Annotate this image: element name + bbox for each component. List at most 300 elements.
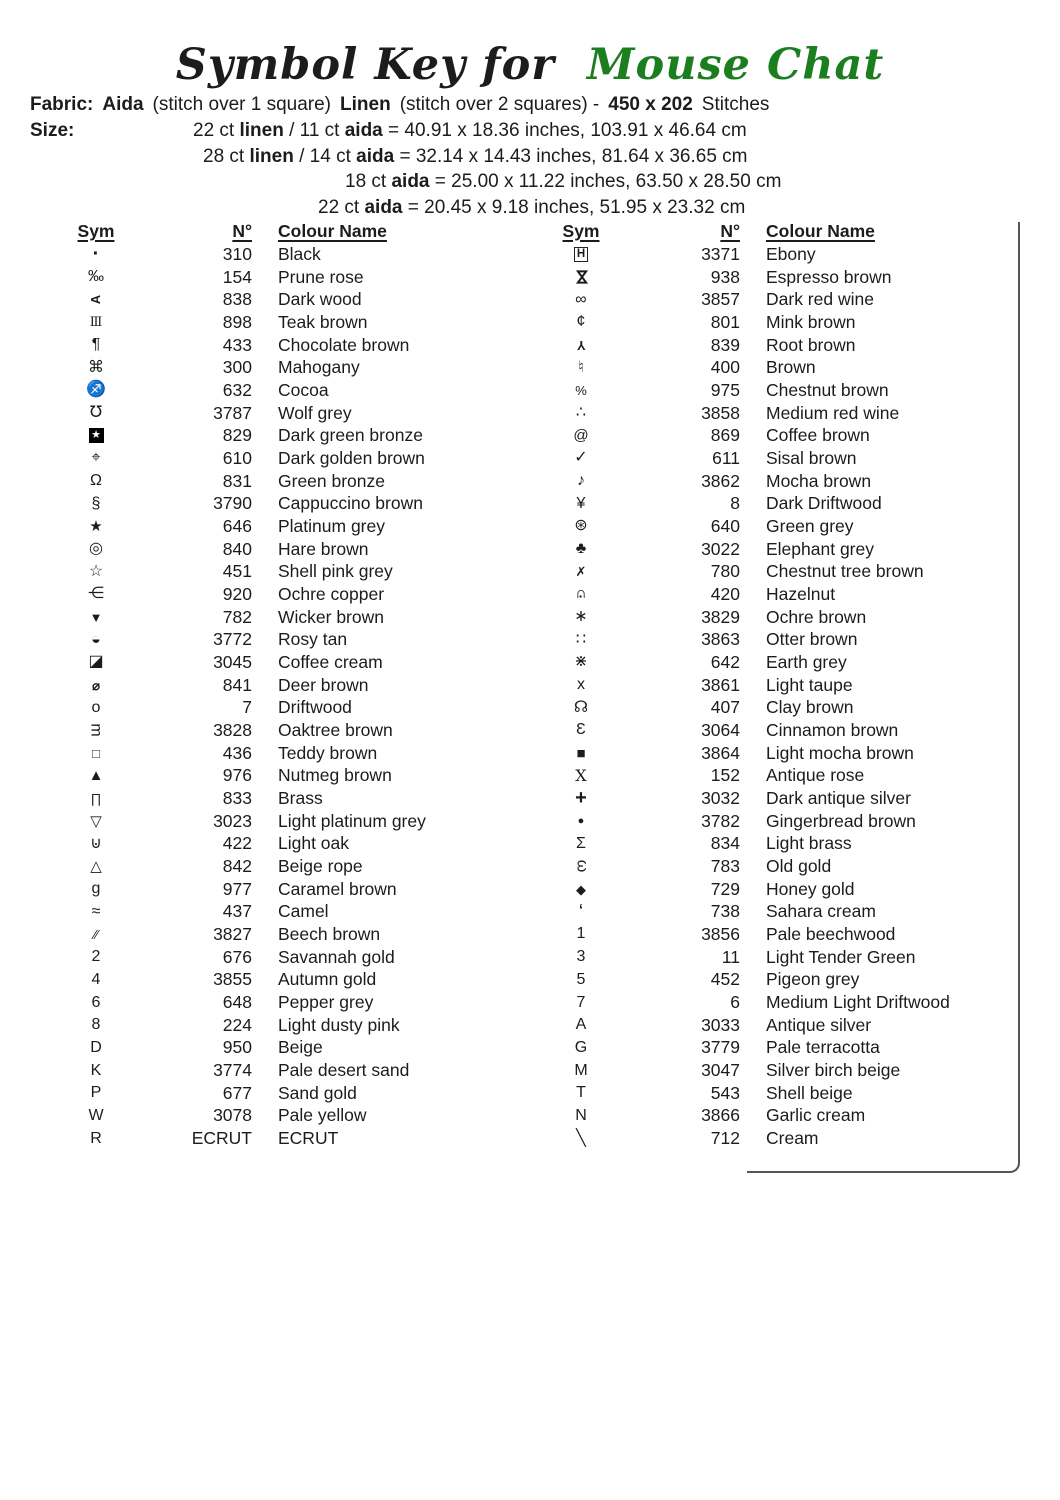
text-segment: 22 ct xyxy=(193,120,240,141)
key-row xyxy=(60,969,512,992)
key-row xyxy=(60,991,512,1014)
colour-name: Prune rose xyxy=(278,266,364,287)
text-segment: / 11 ct xyxy=(283,120,345,141)
colour-name: Nutmeg brown xyxy=(278,765,392,786)
thread-number: 422 xyxy=(222,833,252,854)
symbol-cell xyxy=(545,836,617,852)
colour-name: Shell beige xyxy=(766,1082,853,1103)
symbol-cell xyxy=(60,316,132,329)
stitch-symbol: ◎ xyxy=(89,540,103,558)
colour-name: Chestnut brown xyxy=(766,379,889,400)
key-row xyxy=(60,900,512,923)
key-row xyxy=(60,787,512,810)
colour-name: Pale desert sand xyxy=(278,1060,410,1081)
colour-name: Black xyxy=(278,243,321,264)
colour-name: Ochre copper xyxy=(278,583,385,604)
thread-number: 3774 xyxy=(213,1060,252,1081)
symbol-cell xyxy=(60,405,132,421)
text-segment: = 20.45 x 9.18 inches, 51.95 x 23.32 cm xyxy=(402,197,746,218)
colour-name: Sand gold xyxy=(278,1082,357,1103)
symbol-cell xyxy=(545,565,617,578)
stitch-symbol: M xyxy=(574,1061,588,1079)
stitch-symbol: ♪ xyxy=(577,472,585,490)
thread-number: 3858 xyxy=(701,402,740,423)
symbol-cell xyxy=(60,269,132,285)
colour-name: Sahara cream xyxy=(766,901,876,922)
colour-name: Coffee cream xyxy=(278,651,383,672)
key-frame-border xyxy=(747,222,1020,1173)
symbol-cell xyxy=(60,1131,132,1147)
symbol-cell xyxy=(60,679,132,692)
colour-name: Light platinum grey xyxy=(278,810,426,831)
stitch-symbol: A xyxy=(88,294,104,305)
stitch-symbol: ∏ xyxy=(90,790,102,806)
colour-name: Pigeon grey xyxy=(766,969,860,990)
stitch-symbol: @ xyxy=(573,427,589,445)
stitch-symbol: x xyxy=(577,676,585,694)
thread-number: 3855 xyxy=(213,969,252,990)
symbol-cell xyxy=(545,883,617,896)
colour-name: Silver birch beige xyxy=(766,1060,901,1081)
symbol-cell xyxy=(60,792,132,805)
stitch-symbol: ∕∕ xyxy=(93,926,99,942)
key-row xyxy=(60,946,512,969)
colour-name: Cappuccino brown xyxy=(278,493,423,514)
stitch-symbol: ‘ xyxy=(578,900,584,923)
colour-name: Driftwood xyxy=(278,697,352,718)
colour-name: Deer brown xyxy=(278,674,369,695)
symbol-cell xyxy=(545,902,617,922)
thread-number: 920 xyxy=(222,583,252,604)
thread-number: 3829 xyxy=(701,606,740,627)
key-row xyxy=(60,696,512,719)
header-sym: Sym xyxy=(562,221,600,241)
stitch-symbol: Ω xyxy=(90,472,102,490)
thread-number: 869 xyxy=(710,425,740,446)
stitch-symbol: ★ xyxy=(89,517,103,535)
stitch-symbol: ▽ xyxy=(90,812,102,830)
symbol-cell xyxy=(545,314,617,330)
thread-number: 3862 xyxy=(701,470,740,491)
thread-number: 829 xyxy=(222,425,252,446)
stitch-symbol: + xyxy=(575,787,587,810)
thread-number: 648 xyxy=(222,992,252,1012)
colour-name: Green grey xyxy=(766,515,854,536)
thread-number: 3033 xyxy=(701,1014,740,1035)
symbol-cell xyxy=(545,450,617,466)
symbol-cell xyxy=(60,1040,132,1056)
stitch-symbol: A xyxy=(575,1016,587,1034)
symbol-cell xyxy=(60,1017,132,1033)
symbol-cell xyxy=(545,858,617,874)
colour-name: Honey gold xyxy=(766,878,855,899)
thread-number: 783 xyxy=(710,855,740,876)
stitch-symbol: 6 xyxy=(91,993,101,1011)
key-row xyxy=(60,878,512,901)
colour-name: Earth grey xyxy=(766,651,847,672)
symbol-cell xyxy=(545,632,617,648)
colour-name: Light Tender Green xyxy=(766,946,916,967)
thread-number: 3864 xyxy=(701,742,740,763)
colour-name: Chocolate brown xyxy=(278,334,410,355)
thread-number: 642 xyxy=(710,651,740,672)
stitch-symbol: ℧ xyxy=(89,404,103,422)
key-row xyxy=(60,538,512,561)
thread-number: 975 xyxy=(710,379,740,400)
key-row xyxy=(60,742,512,765)
symbol-cell xyxy=(60,428,132,443)
colour-name: Dark green bronze xyxy=(278,425,423,446)
thread-number: 3022 xyxy=(701,538,740,559)
colour-name: ECRUT xyxy=(278,1128,339,1149)
stitch-symbol: ⌀ xyxy=(92,677,100,693)
stitch-symbol: ¥ xyxy=(576,494,586,512)
colour-name: Clay brown xyxy=(766,697,854,718)
thread-number: 437 xyxy=(222,901,252,922)
key-row xyxy=(60,447,512,470)
thread-number: 833 xyxy=(222,787,252,808)
key-row xyxy=(60,719,512,742)
symbol-cell xyxy=(545,384,617,397)
colour-name: Chestnut tree brown xyxy=(766,561,924,582)
thread-number: 831 xyxy=(222,470,252,491)
title-prefix: Symbol Key for xyxy=(175,40,555,90)
thread-number: 977 xyxy=(222,878,252,899)
size-line-4 xyxy=(318,197,745,219)
symbol-cell xyxy=(60,586,132,602)
stitch-symbol: ¶ xyxy=(91,336,101,354)
colour-name: Teak brown xyxy=(278,311,368,332)
key-row xyxy=(60,288,512,311)
stitch-symbol: ■ xyxy=(576,744,586,762)
key-row xyxy=(60,923,512,946)
stitch-symbol: ♣ xyxy=(575,540,587,558)
thread-number: 152 xyxy=(710,765,740,786)
colour-name: Dark Driftwood xyxy=(766,493,882,514)
key-row xyxy=(60,1059,512,1082)
thread-number: 3856 xyxy=(701,923,740,944)
text-segment: 22 ct xyxy=(318,197,365,218)
symbol-cell xyxy=(545,995,617,1011)
stitch-symbol: ☊ xyxy=(573,698,589,716)
thread-number: 3861 xyxy=(701,674,740,695)
colour-name: Brown xyxy=(766,357,816,378)
symbol-cell xyxy=(545,1017,617,1033)
thread-number: 676 xyxy=(222,946,252,967)
stitch-symbol: § xyxy=(91,494,101,512)
colour-name: Ebony xyxy=(766,243,816,264)
key-row xyxy=(60,583,512,606)
size-line-2 xyxy=(203,146,748,168)
symbol-cell xyxy=(545,677,617,693)
stitch-symbol: D xyxy=(90,1038,102,1056)
symbol-cell xyxy=(545,541,617,557)
stitch-symbol: ≈ xyxy=(91,902,101,920)
stitch-symbol: ∞ xyxy=(575,290,587,308)
colour-name: Light taupe xyxy=(766,674,853,695)
symbol-cell xyxy=(545,473,617,489)
stitch-symbol: N xyxy=(575,1106,587,1124)
pattern-name: Mouse Chat xyxy=(586,40,885,90)
colour-name: Light brass xyxy=(766,833,852,854)
key-row xyxy=(60,810,512,833)
thread-number: 3078 xyxy=(213,1105,252,1126)
text-segment: aida xyxy=(391,171,430,192)
colour-name: Brass xyxy=(278,787,323,808)
colour-name: Dark red wine xyxy=(766,289,874,310)
thread-number: 839 xyxy=(710,334,740,355)
thread-number: 3045 xyxy=(213,651,252,672)
header-number: N° xyxy=(720,221,740,241)
symbol-cell xyxy=(60,611,132,624)
text-segment: aida xyxy=(356,146,395,167)
colour-name: Light dusty pink xyxy=(278,1014,400,1035)
symbol-cell xyxy=(545,1040,617,1056)
thread-number: 610 xyxy=(222,447,252,468)
symbol-cell xyxy=(545,746,617,761)
symbol-cell xyxy=(545,816,617,827)
text-segment: / 14 ct xyxy=(293,146,357,167)
key-row xyxy=(60,560,512,583)
size-label: Size: xyxy=(30,120,75,141)
text-segment: = 25.00 x 11.22 inches, 63.50 x 28.50 cm xyxy=(429,171,782,192)
stitch-symbol: 2 xyxy=(91,948,101,966)
text-segment: 450 x 202 xyxy=(608,94,693,115)
symbol-cell xyxy=(545,428,617,443)
symbol-cell xyxy=(60,360,132,376)
thread-number: 3047 xyxy=(701,1060,740,1081)
symbol-cell xyxy=(60,541,132,557)
stitch-symbol: Σ xyxy=(576,834,586,852)
thread-number: 840 xyxy=(222,538,252,559)
text-segment: aida xyxy=(364,197,403,218)
stitch-symbol: Y xyxy=(576,337,586,353)
fabric-info-line xyxy=(30,94,778,116)
key-row xyxy=(60,855,512,878)
thread-number: 841 xyxy=(222,674,252,695)
thread-number: 310 xyxy=(222,243,252,264)
stitch-symbol: T xyxy=(576,1084,586,1102)
header-number: N° xyxy=(232,221,252,241)
symbol-cell xyxy=(545,405,617,421)
thread-number: 729 xyxy=(710,878,740,899)
stitch-symbol: ω xyxy=(573,860,590,873)
stitch-symbol: ⊛ xyxy=(574,517,588,535)
thread-number: 3023 xyxy=(213,810,252,831)
stitch-symbol: 5 xyxy=(576,970,586,988)
key-row xyxy=(60,606,512,629)
colour-name: Light mocha brown xyxy=(766,742,914,763)
thread-number: 782 xyxy=(222,606,252,627)
stitch-symbol: 4 xyxy=(91,970,101,988)
stitch-symbol: 1 xyxy=(576,925,586,943)
thread-number: 640 xyxy=(710,515,740,536)
stitch-symbol: ∷ xyxy=(575,630,587,648)
text-segment: linen xyxy=(239,120,284,141)
thread-number: 154 xyxy=(222,266,252,287)
stitch-symbol: o xyxy=(91,698,101,716)
thread-number: 436 xyxy=(222,742,252,763)
stitch-symbol: △ xyxy=(90,857,102,875)
size-line-1 xyxy=(193,120,747,142)
stitch-symbol: P xyxy=(90,1084,102,1102)
key-row xyxy=(60,674,512,697)
key-row xyxy=(60,243,512,266)
colour-name: Medium red wine xyxy=(766,402,900,423)
size-line-3 xyxy=(345,171,781,193)
symbol-cell xyxy=(60,1063,132,1079)
text-segment: Stitches xyxy=(701,94,770,115)
stitch-symbol: ¢ xyxy=(576,313,586,331)
key-row xyxy=(60,266,512,289)
stitch-symbol: R xyxy=(90,1129,102,1147)
symbol-cell xyxy=(545,1063,617,1079)
symbol-cell xyxy=(60,1085,132,1101)
key-row xyxy=(60,1105,512,1128)
symbol-cell xyxy=(60,881,132,897)
key-row xyxy=(60,832,512,855)
stitch-symbol: 3 xyxy=(576,948,586,966)
stitch-symbol: ◒ xyxy=(91,630,101,648)
symbol-cell xyxy=(60,632,132,648)
colour-name: Pale beechwood xyxy=(766,923,896,944)
symbol-cell xyxy=(545,247,617,262)
text-segment: = 40.91 x 18.36 inches, 103.91 x 46.64 cm xyxy=(382,120,747,141)
text-segment: (stitch over 2 squares) - xyxy=(399,94,600,115)
key-row xyxy=(60,1127,512,1150)
thread-number: 3064 xyxy=(701,719,740,740)
stitch-symbol: ⋈ xyxy=(573,269,590,285)
symbol-cell xyxy=(545,518,617,534)
key-row xyxy=(60,334,512,357)
text-segment: Linen xyxy=(340,94,391,115)
colour-name: Camel xyxy=(278,901,329,922)
thread-number: 433 xyxy=(222,334,252,355)
stitch-symbol: ▼ xyxy=(89,609,103,625)
symbol-cell xyxy=(545,722,617,738)
stitch-symbol: % xyxy=(575,382,587,398)
key-row xyxy=(60,402,512,425)
symbol-cell xyxy=(545,1131,617,1147)
stitch-symbol: ♐ xyxy=(86,381,106,399)
thread-number: 801 xyxy=(710,311,740,332)
text-segment: 18 ct xyxy=(345,171,392,192)
colour-name: Dark golden brown xyxy=(278,447,425,468)
text-segment: aida xyxy=(344,120,383,141)
thread-number: 646 xyxy=(222,515,252,536)
text-segment: (stitch over 1 square) xyxy=(152,94,332,115)
symbol-cell xyxy=(60,747,132,760)
key-table-left xyxy=(60,220,512,1150)
key-row xyxy=(60,515,512,538)
key-row xyxy=(60,1037,512,1060)
colour-name: Pale yellow xyxy=(278,1105,367,1126)
symbol-cell xyxy=(60,473,132,489)
colour-name: Shell pink grey xyxy=(278,561,393,582)
colour-name: Old gold xyxy=(766,855,832,876)
stitch-symbol: Ⅲ xyxy=(89,314,103,330)
page-title xyxy=(0,40,1060,90)
thread-number: 420 xyxy=(710,583,740,604)
stitch-symbol: ⋲ xyxy=(88,585,104,603)
key-row xyxy=(60,1082,512,1105)
thread-number: 3779 xyxy=(701,1037,740,1058)
stitch-symbol: ● xyxy=(577,814,585,827)
colour-name: Garlic cream xyxy=(766,1105,866,1126)
thread-number: 780 xyxy=(710,561,740,582)
thread-number: 11 xyxy=(721,946,740,967)
stitch-symbol: ✓ xyxy=(574,449,588,467)
symbol-cell xyxy=(60,519,132,534)
thread-number: 3032 xyxy=(701,787,740,808)
thread-number: 407 xyxy=(710,697,740,718)
symbol-cell xyxy=(60,836,132,852)
colour-name: Medium Light Driftwood xyxy=(766,992,950,1012)
stitch-symbol: W xyxy=(88,1106,104,1124)
thread-number: 400 xyxy=(710,357,740,378)
stitch-symbol: ♮ xyxy=(578,358,584,376)
colour-name: Elephant grey xyxy=(766,538,874,559)
key-row xyxy=(60,356,512,379)
symbol-cell xyxy=(60,904,132,920)
colour-name: Platinum grey xyxy=(278,515,385,536)
thread-number: 3863 xyxy=(701,629,740,650)
symbol-cell xyxy=(545,788,617,808)
symbol-cell xyxy=(545,339,617,352)
thread-number: 950 xyxy=(222,1037,252,1058)
key-row xyxy=(60,379,512,402)
symbol-cell xyxy=(60,244,132,264)
stitch-symbol: ☆ xyxy=(88,562,104,580)
stitch-symbol: ⋇ xyxy=(574,653,588,671)
symbol-cell xyxy=(60,768,132,783)
thread-number: 224 xyxy=(222,1014,252,1035)
colour-name: Teddy brown xyxy=(278,742,378,763)
stitch-symbol: ⊍ xyxy=(90,834,102,852)
thread-number: 712 xyxy=(710,1128,740,1149)
key-row xyxy=(60,470,512,493)
colour-name: Wicker brown xyxy=(278,606,384,627)
symbol-cell xyxy=(60,293,132,306)
symbol-cell xyxy=(60,564,132,580)
thread-number: 3827 xyxy=(213,923,252,944)
symbol-cell xyxy=(545,609,617,625)
colour-name: Ochre brown xyxy=(766,606,867,627)
colour-name: Beige xyxy=(278,1037,323,1058)
symbol-cell xyxy=(545,269,617,285)
colour-name: Beige rope xyxy=(278,855,363,876)
thread-number: 3772 xyxy=(213,629,252,650)
symbol-cell xyxy=(60,972,132,988)
stitch-symbol: ◪ xyxy=(88,653,104,671)
colour-name: Dark wood xyxy=(278,289,362,310)
stitch-symbol: ▲ xyxy=(88,767,104,785)
table-header xyxy=(60,220,512,243)
thread-number: 838 xyxy=(222,289,252,310)
colour-name: Antique rose xyxy=(766,765,865,786)
stitch-symbol: ∩ · xyxy=(575,586,587,602)
key-row xyxy=(60,764,512,787)
symbol-cell xyxy=(60,814,132,829)
colour-name: Dark antique silver xyxy=(766,787,911,808)
thread-number: 543 xyxy=(710,1082,740,1103)
colour-name: Cocoa xyxy=(278,379,329,400)
symbol-cell xyxy=(545,949,617,965)
thread-number: 3790 xyxy=(213,493,252,514)
stitch-symbol: ⌘ xyxy=(88,358,104,376)
stitch-symbol: Ɛ xyxy=(576,721,586,739)
key-row xyxy=(60,628,512,651)
